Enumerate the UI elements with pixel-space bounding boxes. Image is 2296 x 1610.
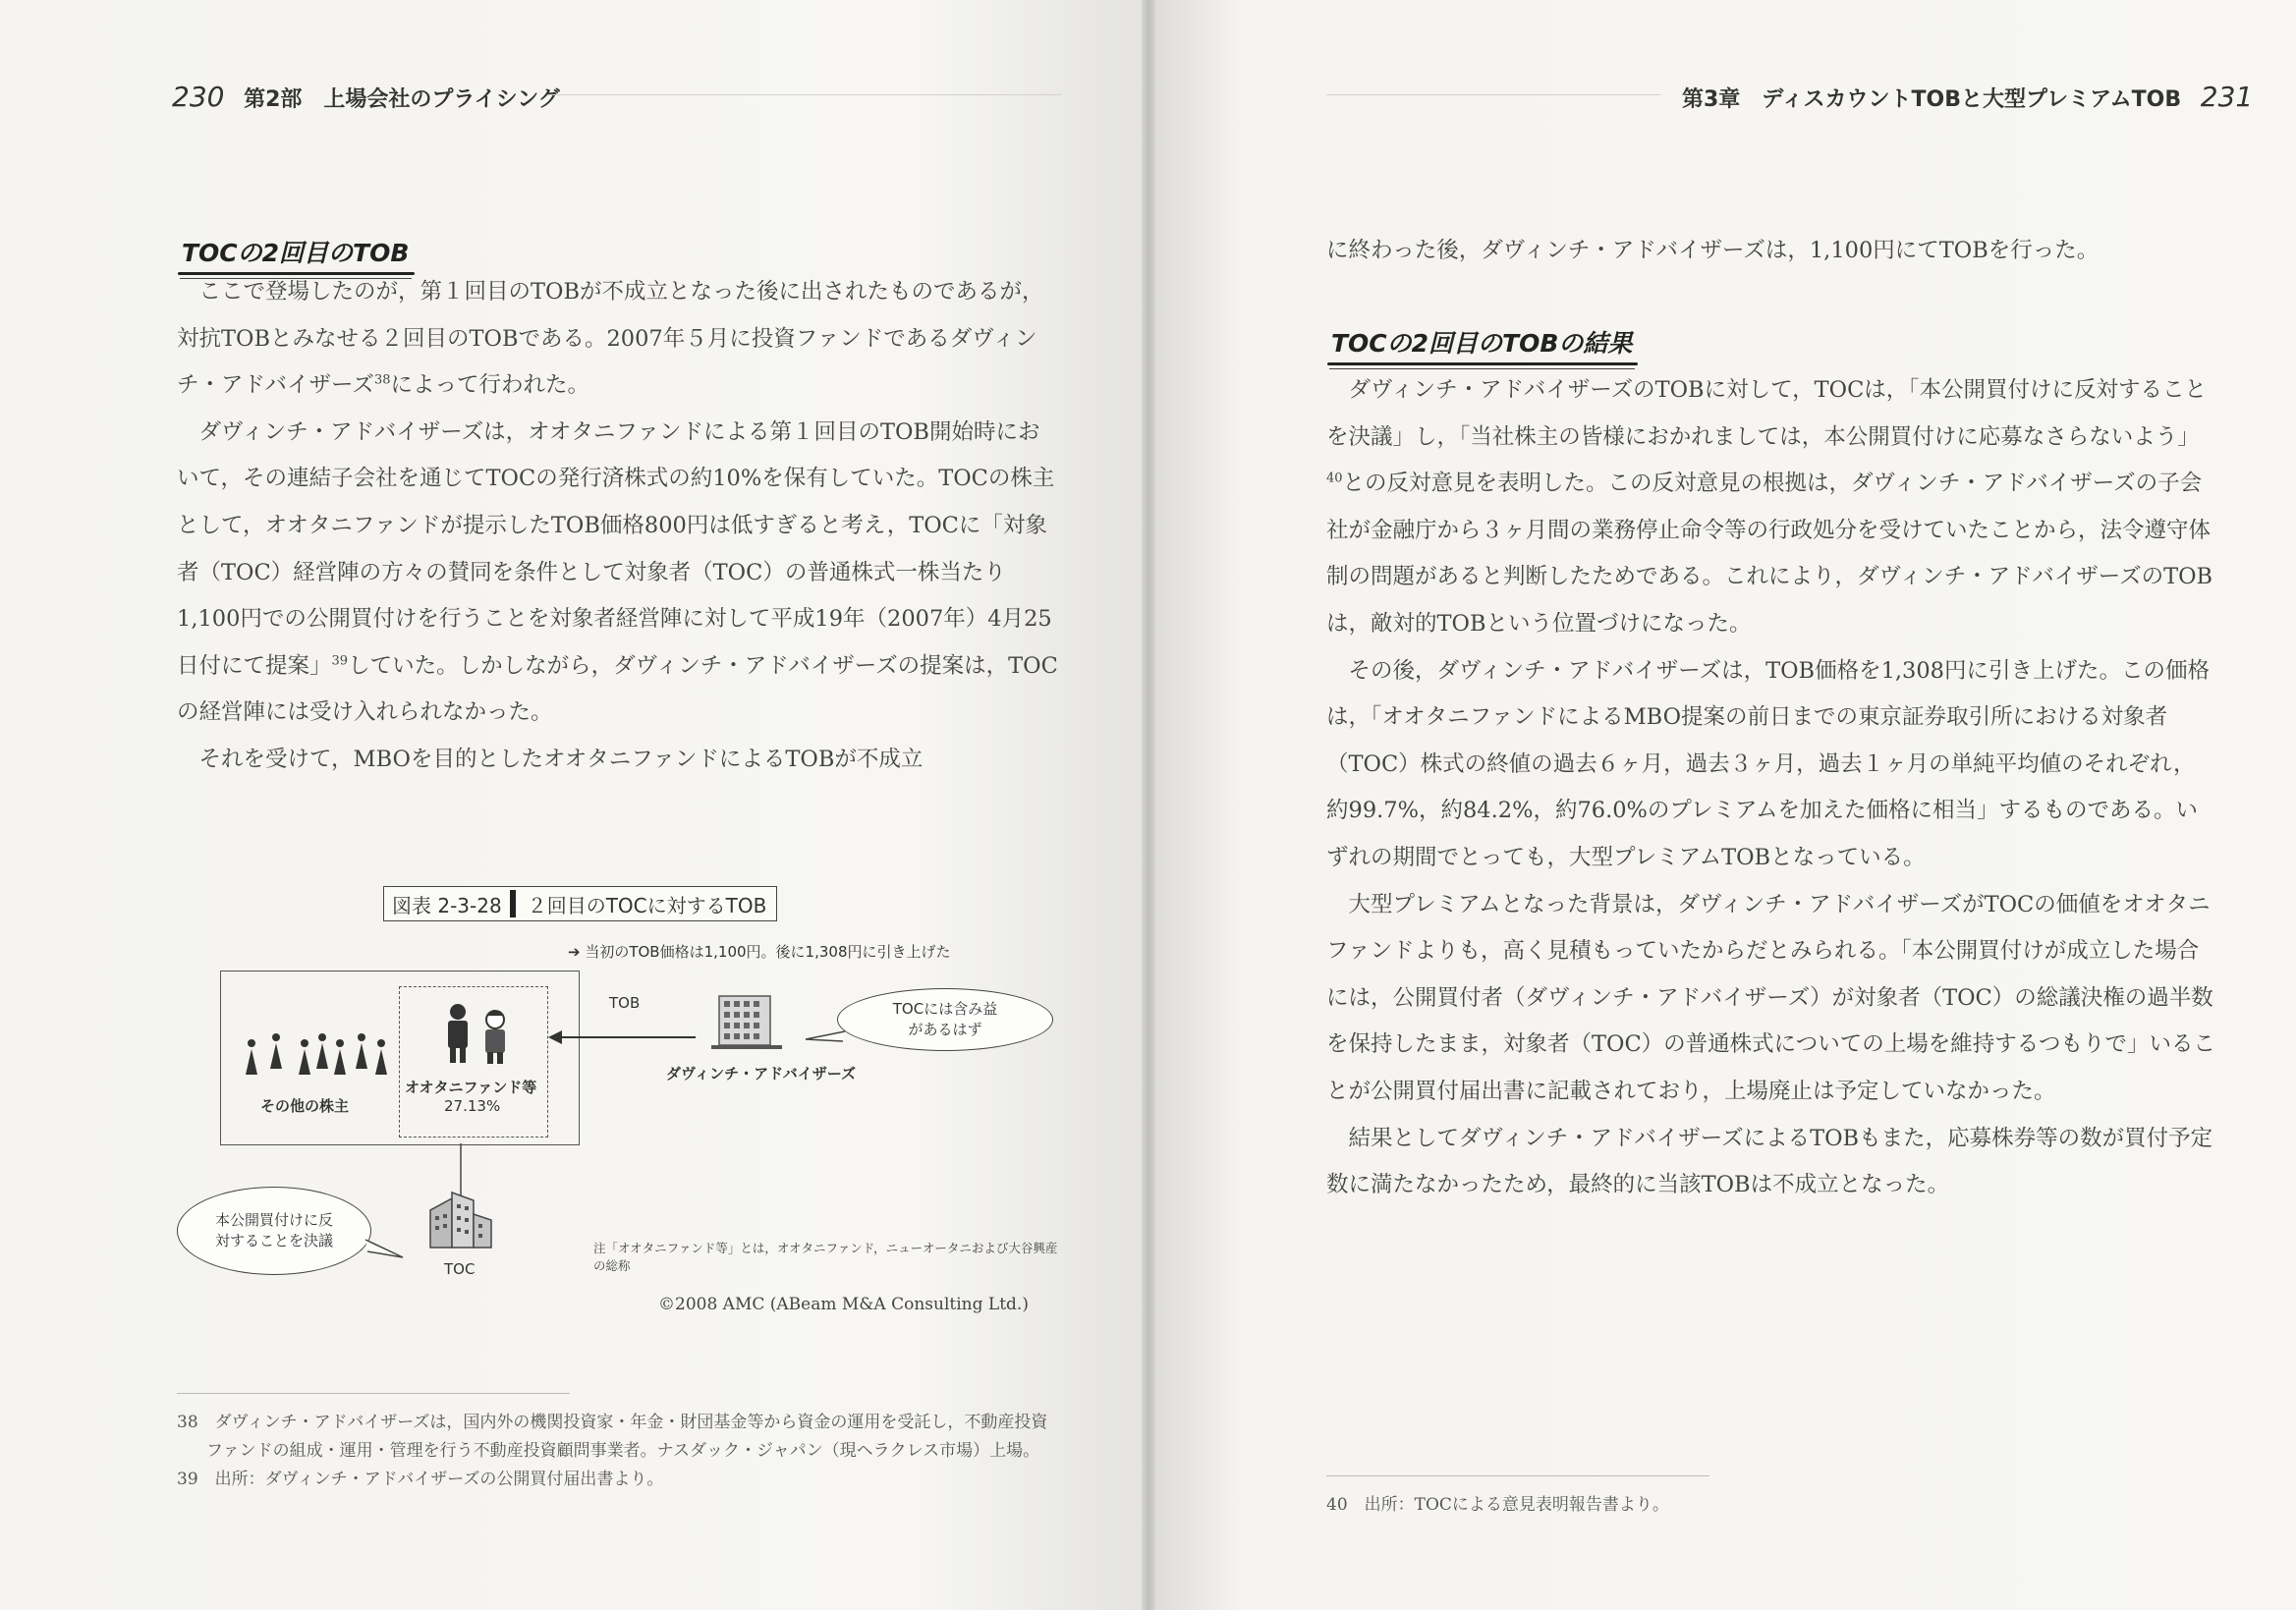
- figure-title-box: [383, 886, 777, 921]
- bubble-oppose: [177, 1187, 371, 1275]
- shareholder-icon: [356, 1033, 367, 1069]
- footnote-text: 出所：ダヴィンチ・アドバイザーズの公開買付届出書より。: [214, 1470, 664, 1489]
- left-footnotes: [177, 1409, 1061, 1494]
- toc-label: TOC: [444, 1260, 476, 1278]
- shareholder-icon: [375, 1039, 387, 1075]
- heading-underline: [1327, 362, 1638, 365]
- right-paragraph-3: [1326, 882, 2215, 1116]
- right-paragraph-2: [1326, 648, 2215, 882]
- footnote-number: 39: [177, 1470, 198, 1489]
- footnote-ref-40[interactable]: 40: [1326, 471, 1343, 486]
- left-running-head: [172, 81, 560, 113]
- fund-percentage: 27.13%: [444, 1097, 501, 1115]
- shareholder-icon: [299, 1039, 310, 1075]
- right-footnote-rule: [1326, 1475, 1709, 1476]
- left-section-heading-text: TOCの2回目のTOB: [182, 239, 410, 267]
- right-continuation: [1326, 228, 2215, 275]
- toc-building-icon: [422, 1191, 499, 1251]
- left-section-heading: [182, 234, 409, 269]
- para-text: ここで登場したのが，第１回目のTOBが不成立となった後に出されたものであるが，対抗TOBとみなせる２回目のTOBである。2007年５月に投資ファンドであるダヴィンチ・アドバイザーズ: [177, 279, 1044, 399]
- right-paragraph-4: [1326, 1116, 2215, 1209]
- fund-managers-icon: [434, 1000, 523, 1069]
- footnote-38: [177, 1409, 1061, 1466]
- bidder-label: ダヴィンチ・アドバイザーズ: [666, 1065, 857, 1083]
- other-shareholders-label: その他の株主: [260, 1097, 350, 1115]
- bubble-oppose-text: 本公開買付けに反対することを決議: [214, 1211, 333, 1249]
- shareholder-icon: [246, 1039, 257, 1075]
- shareholder-icon: [316, 1033, 328, 1069]
- para-text-after: によって行われた。: [390, 372, 589, 399]
- left-paragraph-2: [177, 410, 1061, 737]
- book-gutter: [1142, 0, 1155, 1610]
- figure-caption: ２回目のTOCに対するTOB: [527, 893, 767, 917]
- right-section-heading-text: TOCの2回目のTOBの結果: [1331, 329, 1633, 358]
- footnote-text: 出所：TOCによる意見表明報告書より。: [1364, 1495, 1669, 1515]
- bubble-tail-left: [364, 1238, 407, 1261]
- fund-label: オオタニファンド等: [405, 1079, 537, 1096]
- right-running-head: [1682, 81, 2253, 113]
- right-running-head-title: 第3章 ディスカウントTOBと大型プレミアムTOB: [1682, 87, 2182, 112]
- footnote-number: 40: [1326, 1495, 1348, 1515]
- left-paragraph-1: [177, 269, 1061, 410]
- right-footnotes: [1326, 1491, 2211, 1520]
- tob-arrow-label: TOB: [609, 994, 641, 1012]
- para-text-after: していた。しかしながら，ダヴィンチ・アドバイザーズの提案は，TOCの経営陣には受け入れられなかった。: [177, 652, 1058, 726]
- para-text: ダヴィンチ・アドバイザーズは，オオタニファンドによる第１回目のTOB開始時において，その連結子会社を通じてTOCの発行済株式の約10%を保有していた。TOCの株主として，オオタニファンドが提示したTOB価格800円は低すぎると考え，TOCに「対象者（TOC）経営陣の方々の賛同を条件として対象者（TOC）の普通株式一株当たり1,100円での公開買付けを行うことを対象者経営陣に対して平成19年（2007年）4月25日付にて提案」: [177, 418, 1055, 679]
- bubble-tail-right: [804, 1026, 847, 1045]
- para-text: ダヴィンチ・アドバイザーズのTOBに対して，TOCは，「本公開買付けに反対することを決議」し，「当社株主の皆様におかれましては，本公開買付けに応募なさらないよう」: [1326, 377, 2208, 450]
- right-paragraph-1: [1326, 367, 2215, 648]
- left-footnote-rule: [177, 1393, 570, 1394]
- continuation-text: に終わった後，ダヴィンチ・アドバイザーズは，1,100円にてTOBを行った。: [1326, 238, 2100, 263]
- bubble-hidden-value-text: TOCには含み益があるはず: [892, 1000, 998, 1038]
- para-text: 大型プレミアムとなった背景は，ダヴィンチ・アドバイザーズがTOCの価値をオオタニファンドよりも，高く見積もっていたからだとみられる。「本公開買付けが成立した場合には，公開買付者（ダヴィンチ・アドバイザーズ）が対象者（TOC）の総議決権の過半数を保持したまま，対象者（TOC）の普通株式についての上場を維持するつもりで」いることが公開買付届出書に記載されており，上場廃止は予定していなかった。: [1326, 891, 2215, 1104]
- figure-number: 図表 2-3-28: [392, 893, 502, 917]
- left-body-text: [177, 269, 1061, 784]
- right-body-text: [1326, 367, 2215, 1209]
- para-text: その後，ダヴィンチ・アドバイザーズは，TOB価格を1,308円に引き上げた。この価格は，「オオタニファンドによるMBO提案の前日までの東京証券取引所における対象者（TOC）株式の終値の過去６ヶ月，過去３ヶ月，過去１ヶ月の単純平均値のそれぞれ，約99.7%，約84.2%，約76.0%のプレミアムを加えた価格に相当」するものである。いずれの期間でとっても，大型プレミアムTOBとなっている。: [1326, 657, 2210, 870]
- figure-note: ➔ 当初のTOB価格は1,100円。後に1,308円に引き上げた: [568, 943, 951, 961]
- figure-copyright: ©2008 AMC (ABeam M&A Consulting Ltd.): [658, 1295, 1029, 1314]
- shareholder-icon: [270, 1033, 282, 1069]
- footnote-text: ダヴィンチ・アドバイザーズは，国内外の機関投資家・年金・財団基金等から資金の運用を受託し，不動産投資ファンドの組成・運用・管理を行う不動産投資顧問事業者。ナスダック・ジャパン（現ヘラクレス市場）上場。: [206, 1413, 1048, 1461]
- bubble-hidden-value: [837, 988, 1053, 1051]
- para-text: 結果としてダヴィンチ・アドバイザーズによるTOBもまた，応募株券等の数が買付予定数に満たなかったため，最終的に当該TOBは不成立となった。: [1326, 1125, 2213, 1198]
- para-text: それを受けて，MBOを目的としたオオタニファンドによるTOBが不成立: [198, 746, 924, 772]
- left-paragraph-3: [177, 737, 1061, 784]
- left-page-number: 230: [172, 81, 225, 113]
- left-header-rule: [550, 94, 1061, 95]
- bidder-building-icon: [711, 990, 782, 1051]
- tob-arrow: [546, 1022, 703, 1051]
- footnote-40: [1326, 1491, 2211, 1520]
- figure-footnote: 注「オオタニファンド等」とは，オオタニファンド，ニューオータニおよび大谷興産の総称: [593, 1241, 1058, 1273]
- footnote-39: [177, 1466, 1061, 1494]
- footnote-ref-39[interactable]: 39: [331, 653, 349, 669]
- right-page-number: 231: [2200, 81, 2254, 113]
- shareholder-icon: [334, 1039, 346, 1075]
- left-running-head-title: 第2部 上場会社のプライシング: [244, 87, 560, 112]
- right-header-rule: [1326, 94, 1660, 95]
- footnote-number: 38: [177, 1413, 198, 1432]
- para-text-after: との反対意見を表明した。この反対意見の根拠は，ダヴィンチ・アドバイザーズの子会社が金融庁から３ヶ月間の業務停止命令等の行政処分を受けていたことから，法令遵守体制の問題があると判断したためである。これにより，ダヴィンチ・アドバイザーズのTOBは，敵対的TOBという位置づけになった。: [1326, 471, 2213, 637]
- footnote-ref-38[interactable]: 38: [373, 372, 391, 388]
- left-page: [0, 0, 1146, 1610]
- right-section-heading: [1331, 324, 1632, 360]
